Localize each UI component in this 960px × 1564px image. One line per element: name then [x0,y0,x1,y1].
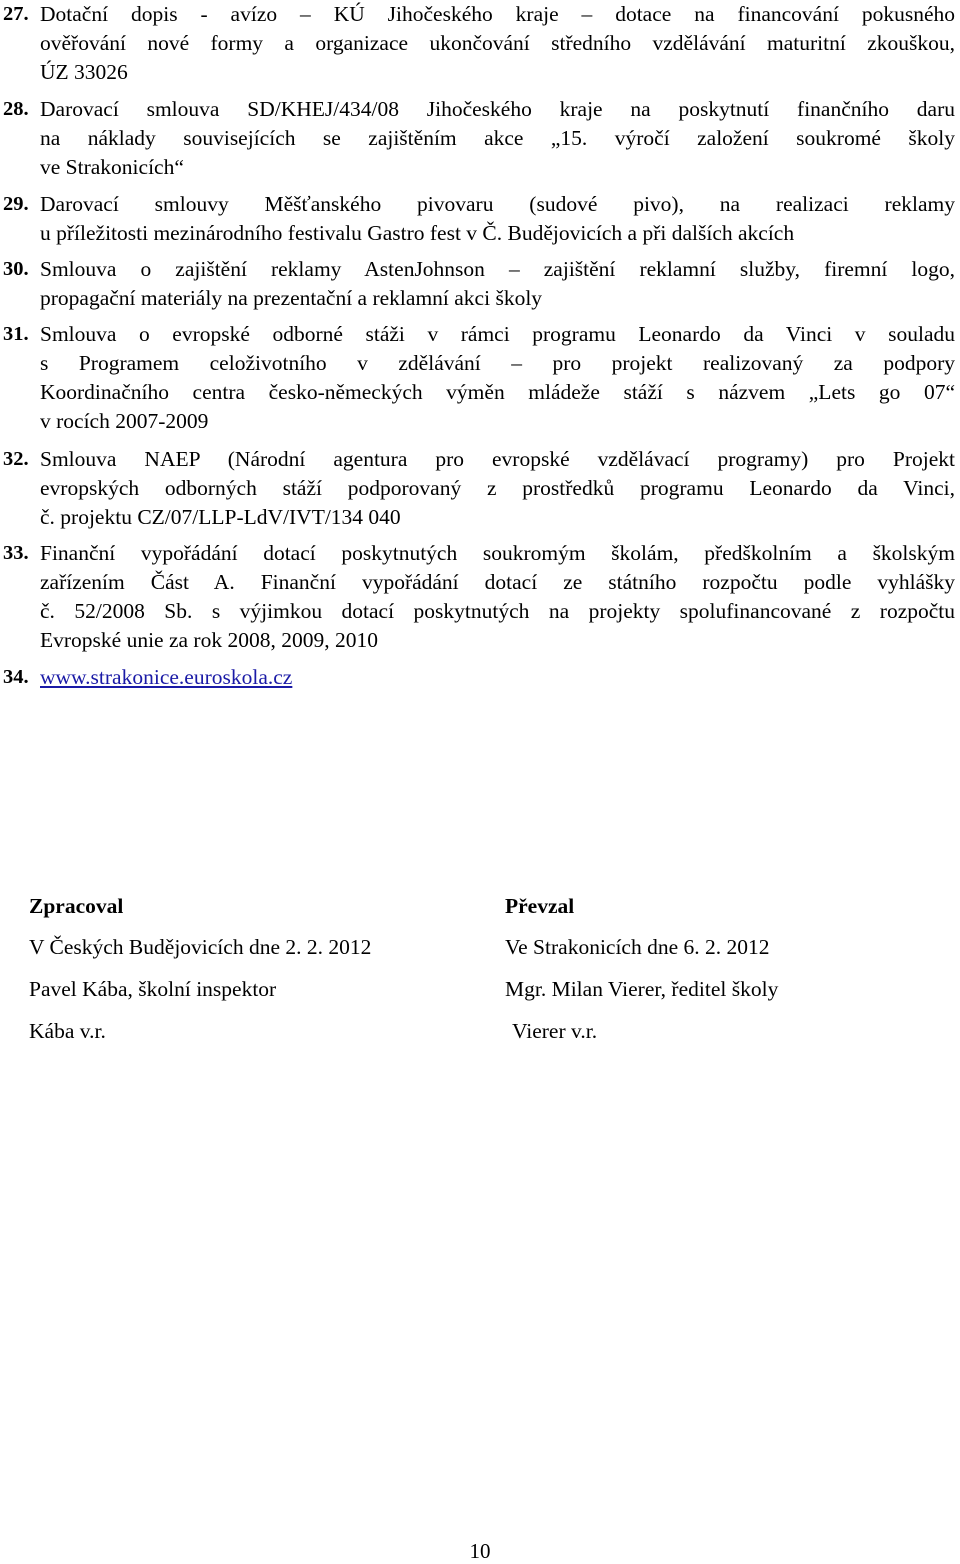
signature-right-heading: Převzal [505,894,575,918]
item-text-line: Koordinačního centra česko-německých výměn mládeže stáží s názvem „Lets go 07“ [40,380,955,404]
item-text-line: Darovací smlouva SD/KHEJ/434/08 Jihočeského kraje na poskytnutí finančního daru [40,97,955,121]
signature-right-place-date: Ve Strakonicích dne 6. 2. 2012 [505,935,770,959]
item-number: 31. [3,323,29,345]
signature-left-heading: Zpracoval [29,894,124,918]
item-text-line: č. projektu CZ/07/LLP-LdV/IVT/134 040 [40,505,401,529]
item-text-line: zařízením Část A. Finanční vypořádání dotací ze státního rozpočtu podle vyhlášky [40,570,955,594]
signature-left-place-date: V Českých Budějovicích dne 2. 2. 2012 [29,935,372,959]
item-number: 28. [3,98,29,120]
item-text-line: ověřování nové formy a organizace ukončování středního vzdělávání maturitní zkouškou, [40,31,955,55]
item-text-line: Smlouva o evropské odborné stáži v rámci programu Leonardo da Vinci v souladu [40,322,955,346]
item-number: 29. [3,193,29,215]
signature-left-signed: Kába v.r. [29,1019,106,1043]
signature-right-name: Mgr. Milan Vierer, ředitel školy [505,977,779,1001]
item-text-line: v rocích 2007-2009 [40,409,209,433]
item-text-line: evropských odborných stáží podporovaný z prostředků programu Leonardo da Vinci, [40,476,955,500]
item-text-line: Smlouva NAEP (Národní agentura pro evropské vzdělávací programy) pro Projekt [40,447,955,471]
item-text-line: Darovací smlouvy Měšťanského pivovaru (sudové pivo), na realizaci reklamy [40,192,955,216]
item-text-line: ve Strakonicích“ [40,155,184,179]
signature-left-name: Pavel Kába, školní inspektor [29,977,277,1001]
item-number: 33. [3,542,29,564]
item-text-line: na náklady souvisejících se zajištěním akce „15. výročí založení soukromé školy [40,126,955,150]
item-text-line: s Programem celoživotního v zdělávání – pro projekt realizovaný za podpory [40,351,955,375]
item-number: 30. [3,258,29,280]
signature-right-signed: Vierer v.r. [512,1019,598,1043]
item-text-line: Dotační dopis - avízo – KÚ Jihočeského kraje – dotace na financování pokusného [40,2,955,26]
item-number: 32. [3,448,29,470]
item-text-line: ÚZ 33026 [40,60,128,84]
item-number: 27. [3,3,29,25]
item-text-line: Smlouva o zajištění reklamy AstenJohnson – zajištění reklamní služby, firemní logo, [40,257,955,281]
item-text-line: propagační materiály na prezentační a reklamní akci školy [40,286,543,310]
item-text-line: Finanční vypořádání dotací poskytnutých soukromým školám, předškolním a školským [40,541,955,565]
item-text-line: Evropské unie za rok 2008, 2009, 2010 [40,628,378,652]
item-text-line: č. 52/2008 Sb. s výjimkou dotací poskytnutých na projekty spolufinancované z rozpočtu [40,599,955,623]
website-link[interactable]: www.strakonice.euroskola.cz [40,665,293,689]
item-number: 34. [3,666,29,688]
item-text-line: u příležitosti mezinárodního festivalu Gastro fest v Č. Budějovicích a při dalších akcích [40,221,795,245]
page-number: 10 [469,1539,491,1563]
item-text-line [40,663,955,692]
